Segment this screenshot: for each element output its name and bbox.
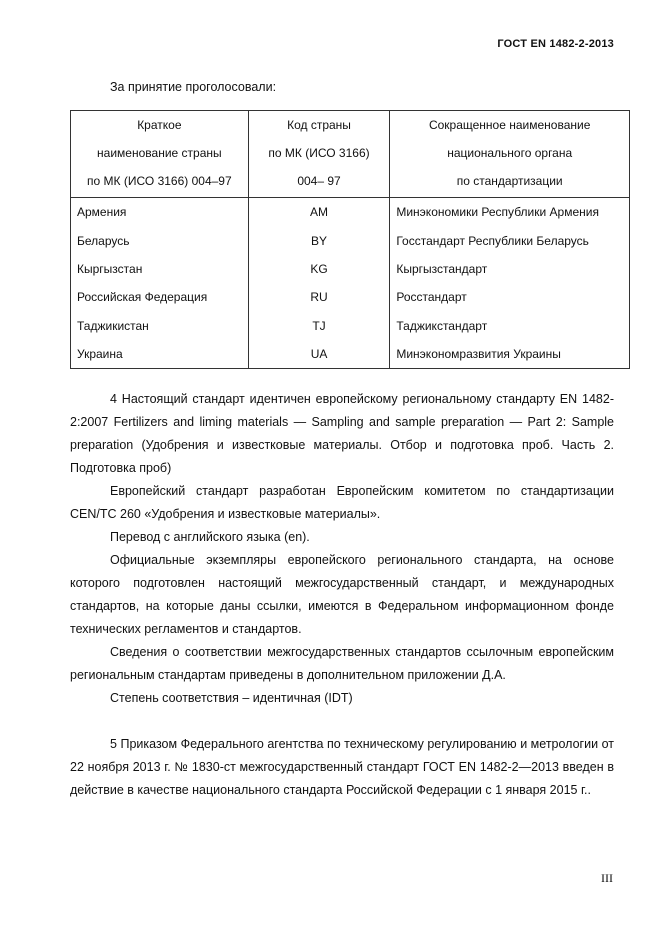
voting-countries-table: [70, 110, 630, 369]
country-name: Украина: [71, 340, 249, 369]
table-header-row: [71, 111, 630, 198]
header-country-code: [248, 111, 390, 198]
country-code: KG: [248, 255, 390, 283]
paragraph-degree-of-conformity: Степень соответствия – идентичная (IDT): [110, 691, 353, 705]
national-body: Минэкономики Республики Армения: [390, 198, 630, 227]
national-body: Госстандарт Республики Беларусь: [390, 226, 630, 254]
country-code: RU: [248, 283, 390, 311]
country-code: TJ: [248, 312, 390, 340]
header-country-name: [71, 111, 249, 198]
table-row: [71, 255, 630, 283]
header-line: по стандартизации: [456, 174, 563, 188]
header-line: национального органа: [447, 146, 573, 160]
header-line: наименование страны: [97, 146, 222, 160]
header-line: Сокращенное наименование: [428, 118, 591, 132]
paragraph-order: 5 Приказом Федерального агентства по техническому регулированию и метрологии от 22 ноября 2013 г. № 1830-ст межгосударственный стандарт ГОСТ EN 1482-2—2013 введен в действие в качестве национального стандарта Российской Федерации с 1 января 2015 г..: [70, 737, 614, 797]
country-name: Кыргызстан: [71, 255, 249, 283]
page-number: III: [601, 871, 613, 885]
table-row: [71, 312, 630, 340]
header-line: по МК (ИСО 3166): [268, 146, 370, 160]
country-code: UA: [248, 340, 390, 369]
country-name: Таджикистан: [71, 312, 249, 340]
country-code: AM: [248, 198, 390, 227]
national-body: Росстандарт: [390, 283, 630, 311]
table-row: [71, 198, 630, 227]
paragraph-compliance-info: Сведения о соответствии межгосударственных стандартов ссылочным европейским региональным стандартам приведены в дополнительном приложении Д.А.: [70, 645, 614, 682]
paragraph-identity-statement: 4 Настоящий стандарт идентичен европейскому региональному стандарту EN 1482-2:2007 Fertilizers and liming materials — Sampling and sample preparation — Part 2: Sample preparation (Удобрения и известковые материалы. Отбор и подготовка проб. Часть 2. Подготовка проб): [70, 392, 614, 475]
document-body: [70, 388, 614, 802]
header-line: Код страны: [287, 118, 351, 132]
paragraph-developer: Европейский стандарт разработан Европейским комитетом по стандартизации CEN/TC 260 «Удобрения и известковые материалы».: [70, 484, 614, 521]
table-row: [71, 226, 630, 254]
country-name: Беларусь: [71, 226, 249, 254]
national-body: Таджикстандарт: [390, 312, 630, 340]
country-name: Армения: [71, 198, 249, 227]
header-line: 004– 97: [297, 174, 341, 188]
paragraph-translation: Перевод с английского языка (en).: [110, 530, 310, 544]
country-name: Российская Федерация: [71, 283, 249, 311]
paragraph-official-copies: Официальные экземпляры европейского регионального стандарта, на основе которого подготовлен настоящий межгосударственный стандарт, и международных стандартов, на которые даны ссылки, имеются в Федеральном информационном фонде технических регламентов и стандартов.: [70, 553, 614, 636]
national-body: Минэкономразвития Украины: [390, 340, 630, 369]
table-row: [71, 283, 630, 311]
document-code: ГОСТ EN 1482-2-2013: [497, 38, 614, 50]
header-line: Краткое: [137, 118, 182, 132]
country-code: BY: [248, 226, 390, 254]
national-body: Кыргызстандарт: [390, 255, 630, 283]
header-line: по МК (ИСО 3166) 004–97: [87, 174, 232, 188]
voting-intro: За принятие проголосовали:: [110, 80, 277, 94]
table-row: [71, 340, 630, 369]
header-national-body: [390, 111, 630, 198]
